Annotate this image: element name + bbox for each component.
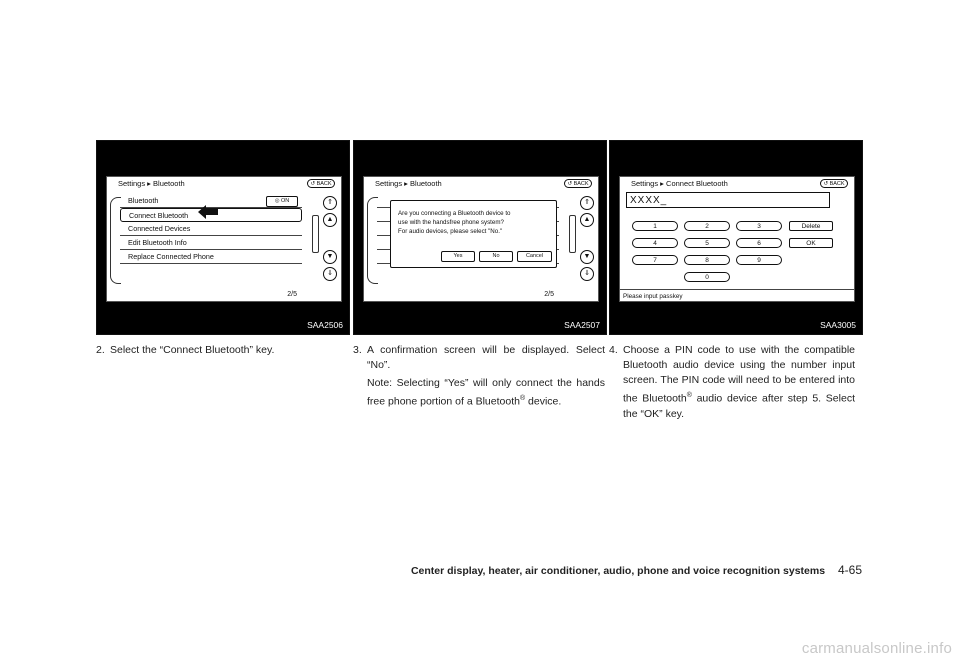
page-indicator: 2/5	[287, 291, 297, 298]
figure-code: SAA2506	[307, 320, 343, 330]
scroll-down-icon[interactable]: ▼	[323, 250, 337, 264]
menu-item-edit-bluetooth-info[interactable]: Edit Bluetooth Info	[120, 236, 302, 250]
menu-item-bluetooth[interactable]: Bluetooth ◎ ON	[120, 194, 302, 208]
screen-header: Settings ▸ Bluetooth	[375, 179, 442, 188]
screen-header: Settings ▸ Bluetooth	[118, 179, 185, 188]
figure-saa3005	[609, 140, 863, 335]
scroll-down-icon[interactable]: ▼	[580, 250, 594, 264]
page-up-icon[interactable]: ⇑	[323, 196, 337, 210]
page-indicator: 2/5	[544, 291, 554, 298]
step-2: 2. Select the “Connect Bluetooth” key.	[96, 344, 275, 356]
watermark: carmanualsonline.info	[801, 640, 952, 657]
figure-saa2507	[353, 140, 607, 335]
key-5[interactable]: 5	[684, 238, 730, 248]
step-3-column	[353, 343, 605, 410]
menu-item-connect-bluetooth[interactable]: Connect Bluetooth	[120, 208, 302, 222]
passkey-input[interactable]: XXXX_	[626, 192, 830, 208]
dialog-message: Are you connecting a Bluetooth device to use with the handsfree phone system? For audio devices, please select "No."	[398, 210, 511, 235]
key-2[interactable]: 2	[684, 221, 730, 231]
page-number: 4-65	[837, 563, 862, 577]
scrollbar-track[interactable]	[312, 215, 319, 253]
step-4: 4. Choose a PIN code to use with the compatible Bluetooth audio device using the number input screen. The PIN code will need to be entered into the Bluetooth® audio device after step 5. Select the “OK” key.	[609, 344, 855, 420]
key-1[interactable]: 1	[632, 221, 678, 231]
figure-saa2506	[96, 140, 350, 335]
key-0[interactable]: 0	[684, 272, 730, 282]
page-footer	[382, 563, 862, 577]
key-3[interactable]: 3	[736, 221, 782, 231]
ok-key[interactable]: OK	[789, 238, 833, 248]
scroll-up-icon[interactable]: ▲	[323, 213, 337, 227]
yes-button[interactable]: Yes	[441, 251, 475, 262]
key-7[interactable]: 7	[632, 255, 678, 265]
confirmation-screen	[363, 176, 599, 302]
no-button[interactable]: No	[479, 251, 513, 262]
page-down-icon[interactable]: ⇓	[323, 267, 337, 281]
page-down-icon[interactable]: ⇓	[580, 267, 594, 281]
page-up-icon[interactable]: ⇑	[580, 196, 594, 210]
key-9[interactable]: 9	[736, 255, 782, 265]
scrollbar-track[interactable]	[569, 215, 576, 253]
figure-code: SAA2507	[564, 320, 600, 330]
back-button[interactable]: ↺ BACK	[820, 179, 848, 188]
divider	[620, 289, 854, 290]
scroll-controls	[580, 196, 594, 282]
back-button[interactable]: ↺ BACK	[307, 179, 335, 188]
bluetooth-settings-screen	[106, 176, 342, 302]
step-4-column	[609, 343, 855, 422]
scroll-up-icon[interactable]: ▲	[580, 213, 594, 227]
screen-header: Settings ▸ Connect Bluetooth	[631, 179, 728, 188]
step-3-note: Note: Selecting “Yes” will only connect the hands free phone portion of a Bluetooth® device.	[367, 377, 605, 408]
cancel-button[interactable]: Cancel	[517, 251, 552, 262]
step-3: 3. A confirmation screen will be displayed. Select “No”.	[353, 344, 605, 371]
menu-item-connected-devices[interactable]: Connected Devices	[120, 222, 302, 236]
pointer-arrow-icon	[198, 205, 218, 219]
bluetooth-toggle[interactable]: ◎ ON	[266, 196, 298, 207]
status-hint: Please input passkey	[623, 293, 683, 300]
figure-code: SAA3005	[820, 320, 856, 330]
key-4[interactable]: 4	[632, 238, 678, 248]
key-6[interactable]: 6	[736, 238, 782, 248]
menu-item-replace-connected-phone[interactable]: Replace Connected Phone	[120, 250, 302, 264]
scroll-controls	[323, 196, 337, 282]
delete-key[interactable]: Delete	[789, 221, 833, 231]
back-button[interactable]: ↺ BACK	[564, 179, 592, 188]
confirmation-dialog	[390, 200, 557, 268]
step-2-column	[96, 343, 348, 358]
passkey-input-screen	[619, 176, 855, 302]
key-8[interactable]: 8	[684, 255, 730, 265]
section-title: Center display, heater, air conditioner, audio, phone and voice recognition systems	[410, 565, 826, 577]
